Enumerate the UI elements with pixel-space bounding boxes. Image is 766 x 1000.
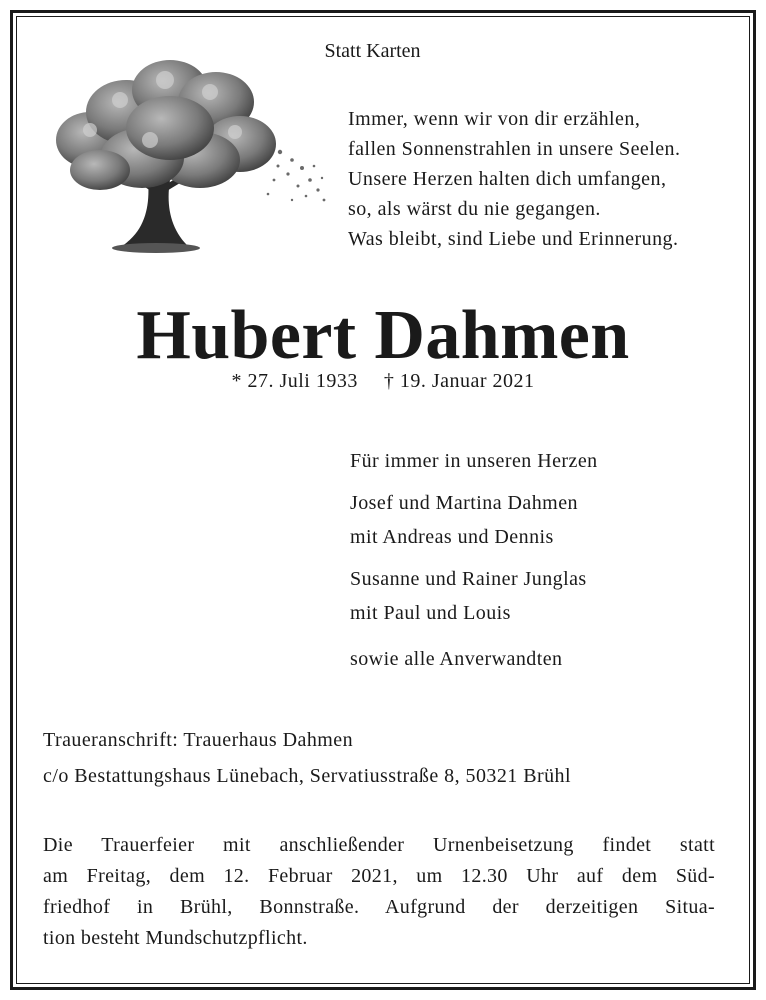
ceremony-line: tion besteht Mundschutzpflicht. <box>43 927 308 949</box>
ceremony-line: Die Trauerfeier mit anschließender Urnenbeisetzung findet statt <box>43 834 715 856</box>
mourners-intro: Für immer in unseren Herzen <box>350 450 598 472</box>
deceased-name: Hubert Dahmen <box>136 297 630 374</box>
statt-karten-header: Statt Karten <box>324 40 421 62</box>
ceremony-notice <box>43 830 715 954</box>
poem-line: Was bleibt, sind Liebe und Erinnerung. <box>348 228 679 250</box>
mourning-address <box>43 722 571 794</box>
poem <box>348 104 680 254</box>
family-1-line-1: Josef und Martina Dahmen <box>350 492 578 514</box>
family-2-line-1: Susanne und Rainer Junglas <box>350 568 587 590</box>
poem-line: so, als wärst du nie gegangen. <box>348 198 601 220</box>
family-2-line-2: mit Paul und Louis <box>350 602 511 624</box>
tree-icon <box>30 40 330 258</box>
poem-line: Immer, wenn wir von dir erzählen, <box>348 108 641 130</box>
address-line-2: c/o Bestattungshaus Lünebach, Servatiusstraße 8, 50321 Brühl <box>43 765 572 787</box>
other-relatives: sowie alle Anverwandten <box>350 648 563 670</box>
life-dates <box>0 370 766 393</box>
death-date: † 19. Januar 2021 <box>383 370 535 392</box>
address-line-1: Traueranschrift: Trauerhaus Dahmen <box>43 729 354 751</box>
ceremony-line: friedhof in Brühl, Bonnstraße. Aufgrund der derzeitigen Situa- <box>43 896 715 918</box>
ceremony-line: am Freitag, dem 12. Februar 2021, um 12.30 Uhr auf dem Süd- <box>43 865 715 887</box>
birth-date: * 27. Juli 1933 <box>231 370 358 392</box>
poem-line: Unsere Herzen halten dich umfangen, <box>348 168 667 190</box>
family-1-line-2: mit Andreas und Dennis <box>350 526 554 548</box>
poem-line: fallen Sonnenstrahlen in unsere Seelen. <box>348 138 681 160</box>
